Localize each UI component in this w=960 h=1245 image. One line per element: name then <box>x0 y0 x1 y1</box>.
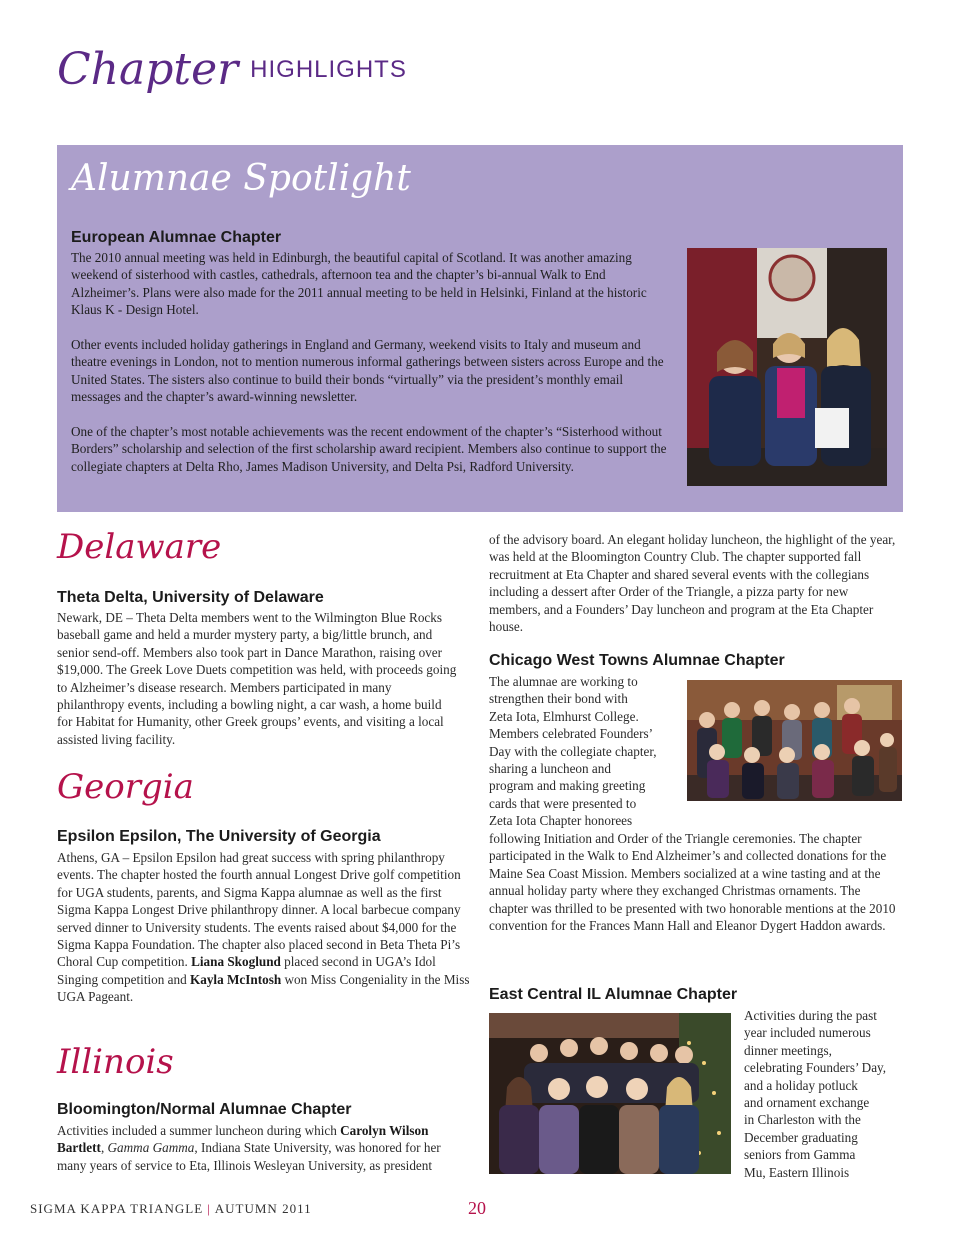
georgia-paragraph <box>57 849 470 1006</box>
east-central-line: in Charleston with the <box>744 1112 861 1128</box>
chicago-text-wrap <box>489 673 679 830</box>
bloomington-text-part: , Indiana State University, was honored for her many years of service to Eta, Illinois Wesleyan University, as president <box>57 1140 441 1173</box>
bloomington-text-continued <box>489 531 899 635</box>
georgia-text-part: Athens, GA – Epsilon Epsilon had great success with spring philanthropy events. The chapter hosted the fourth annual Longest Drive golf competition for UGA students, parents, and Sigma Kappa alumnae as well as the first Sigma Kappa Longest Drive philanthropy dinner. A local barbecue company served dinner to University students. The events raised about $4,000 for the Sigma Kappa Foundation. The chapter also placed second in Beta Theta Pi’s Choral Cup competition. <box>57 850 461 970</box>
chicago-line: sharing a luncheon and <box>489 761 611 777</box>
page-footer <box>30 1201 312 1217</box>
spotlight-body <box>71 249 671 493</box>
chicago-line: Zeta Iota Chapter honorees <box>489 813 633 829</box>
delaware-text <box>57 609 457 748</box>
chicago-line: Zeta Iota, Elmhurst College. <box>489 708 639 724</box>
footer-separator: | <box>207 1201 211 1216</box>
east-central-text <box>744 1007 904 1181</box>
east-central-line: and ornament exchange <box>744 1095 870 1111</box>
delaware-heading: Delaware <box>57 527 222 567</box>
chicago-photo-illustration <box>687 680 902 801</box>
chicago-line: strengthen their bond with <box>489 691 628 707</box>
footer-publication: SIGMA KAPPA TRIANGLE <box>30 1201 204 1216</box>
east-central-photo-illustration <box>489 1013 731 1174</box>
east-central-line: dinner meetings, <box>744 1042 832 1058</box>
bloomington-honoree: Carolyn Wilson Bartlett <box>57 1123 429 1156</box>
spotlight-title: Alumnae Spotlight <box>71 158 411 199</box>
east-central-line: seniors from Gamma <box>744 1147 856 1163</box>
chicago-line: cards that were presented to <box>489 795 637 811</box>
delaware-chapter-name: Theta Delta, University of Delaware <box>57 589 324 606</box>
east-central-line: Mu, Eastern Illinois <box>744 1164 850 1180</box>
georgia-text-part: won Miss Congeniality in the Miss UGA Pageant. <box>57 971 470 1005</box>
chicago-line: The alumnae are working to <box>489 674 638 689</box>
bloomington-chapter-italic: Gamma Gamma <box>107 1140 195 1156</box>
east-central-chapter-photo <box>489 1013 731 1174</box>
georgia-name-1: Liana Skoglund <box>191 954 281 970</box>
header-caps-word: HIGHLIGHTS <box>250 56 407 83</box>
european-photo-illustration <box>687 248 887 486</box>
bloomington-paragraph <box>57 1122 470 1174</box>
chicago-chapter-photo <box>687 680 902 801</box>
east-central-line: December graduating <box>744 1129 858 1145</box>
footer-issue: AUTUMN 2011 <box>214 1201 312 1216</box>
bloomington-text <box>57 1122 470 1174</box>
spotlight-paragraph: The 2010 annual meeting was held in Edinburgh, the beautiful capital of Scotland. It was another amazing weekend of sisterhood with castles, cathedrals, afternoon tea and the chapter’s bi-annual Walk to End Alzheimer’s. Plans were also made for the 2011 annual meeting to be held in Helsinki, Finland at the historic Klaus K - Design Hotel. <box>71 250 647 318</box>
header-script-word: Chapter <box>57 44 239 95</box>
european-chapter-photo <box>687 248 887 486</box>
georgia-text-part: placed second in UGA’s Idol Singing competition and <box>57 954 436 987</box>
bloomington-text-part: , <box>100 1140 108 1156</box>
spotlight-paragraph: One of the chapter’s most notable achievements was the recent endowment of the chapter’s “Sisterhood without Borders” scholarship and selection of the first scholarship award recipient. Members also continue to support the collegiate chapters at Delta Rho, James Madison University, and Delta Psi, Radford University. <box>71 424 667 474</box>
delaware-paragraph: Newark, DE – Theta Delta members went to the Wilmington Blue Rocks baseball game and held a murder mystery party, a big/little brunch, and senior send-off. Members also took part in Dance Marathon, raising over $19,000. The Greek Love Duets competition was held, with proceeds going to Alzheimer’s disease research. Members participated in many philanthropy events, including a bowling night, a car wash, a home build for Habitat for Humanity, other Greek groups’ events, and visiting a local assisted living facility. <box>57 610 457 747</box>
chicago-line: Day with the collegiate chapter, <box>489 743 657 759</box>
east-central-line: celebrating Founders’ Day, <box>744 1060 887 1076</box>
east-central-line: Activities during the past <box>744 1008 877 1023</box>
chicago-chapter-name: Chicago West Towns Alumnae Chapter <box>489 652 785 669</box>
bloomington-paragraph-continued: of the advisory board. An elegant holiday luncheon, the highlight of the year, was held at the Bloomington Country Club. The chapter supported fall recruitment at Eta Chapter and shared several events with the collegians including a dessert after Order of the Triangle, a pizza party for new members, and a Founders’ Day luncheon and program at the Eta Chapter house. <box>489 532 896 635</box>
spotlight-paragraph: Other events included holiday gatherings in England and Germany, weekend visits to Italy and museum and theatre evenings in London, not to mention numerous informal gatherings between sisters across Europe and the United States. The sisters also continue to build their bonds “virtually” via the president’s monthly email messages and the chapter’s award-winning newsletter. <box>71 337 664 405</box>
alumnae-spotlight-box <box>57 145 903 512</box>
east-central-line: year included numerous <box>744 1025 871 1041</box>
georgia-text <box>57 849 470 1006</box>
illinois-heading: Illinois <box>57 1042 174 1082</box>
east-central-chapter-name: East Central IL Alumnae Chapter <box>489 986 738 1003</box>
page-header <box>57 22 407 95</box>
georgia-chapter-name: Epsilon Epsilon, The University of Georgia <box>57 828 381 845</box>
bloomington-chapter-name: Bloomington/Normal Alumnae Chapter <box>57 1101 352 1118</box>
chicago-line: Members celebrated Founders’ <box>489 726 654 742</box>
spotlight-chapter-name: European Alumnae Chapter <box>71 229 282 246</box>
page-number: 20 <box>468 1198 486 1218</box>
chicago-line: program and making greeting <box>489 778 646 794</box>
bloomington-text-part: Activities included a summer luncheon during which <box>57 1123 341 1138</box>
georgia-name-2: Kayla McIntosh <box>189 971 282 987</box>
georgia-heading: Georgia <box>57 767 194 807</box>
chicago-text-rest <box>489 830 899 934</box>
east-central-line: and a holiday potluck <box>744 1077 858 1093</box>
chicago-paragraph-rest: following Initiation and Order of the Triangle ceremonies. The chapter participated in the Walk to End Alzheimer’s and collected donations for the Maine Sea Coast Mission. Members socialized at a wine tasting and at the annual holiday party where they exchanged Christmas ornaments. The chapter was thrilled to be presented with two honorable mentions at the 2010 convention for the Frances Mann Hall and Eleanor Dygert Haddon awards. <box>489 831 896 934</box>
